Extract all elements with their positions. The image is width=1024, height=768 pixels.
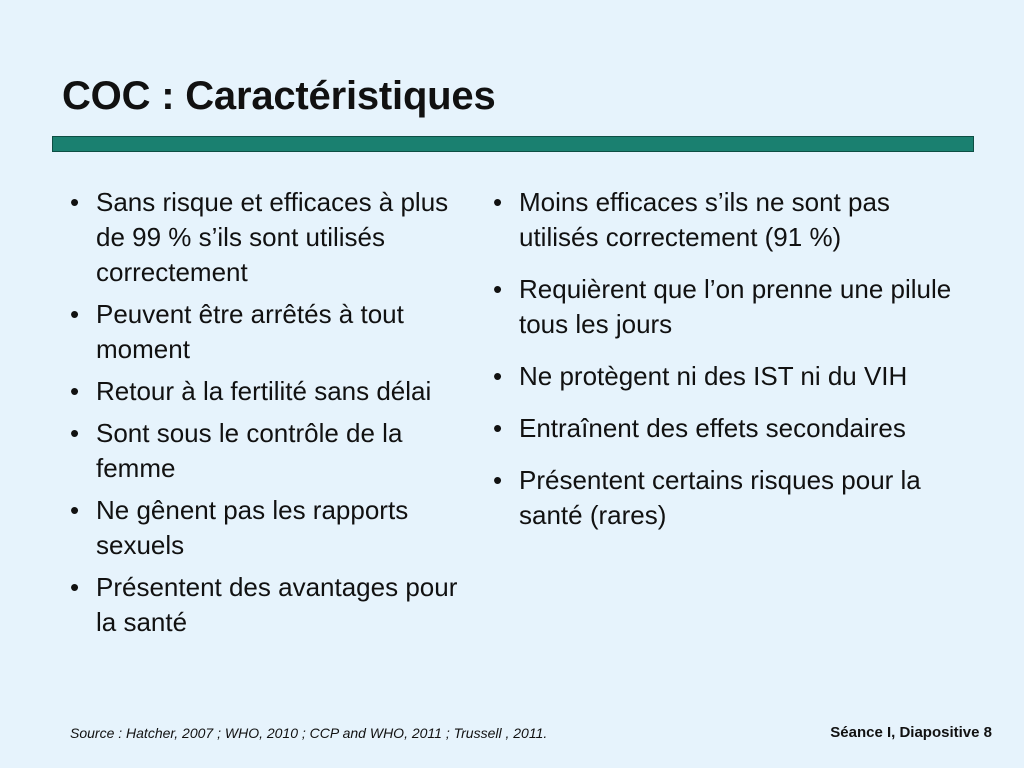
slide-title: COC : Caractéristiques <box>62 74 496 118</box>
title-divider-bar <box>52 136 974 152</box>
bullet-icon: • <box>493 413 503 443</box>
bullet-icon: • <box>70 299 80 329</box>
list-item-text: Requièrent que l’on prenne une pilule tous les jours <box>519 274 952 339</box>
list-item-text: Présentent des avantages pour la santé <box>96 572 458 637</box>
list-item-text: Sans risque et efficaces à plus de 99 % s’ils sont utilisés correctement <box>96 187 449 287</box>
list-item-text: Sont sous le contrôle de la femme <box>96 418 403 483</box>
list-item-text: Moins efficaces s’ils ne sont pas utilisés correctement (91 %) <box>519 187 890 252</box>
list-item <box>70 493 480 563</box>
slide-number-label: Séance I, Diapositive 8 <box>830 724 992 741</box>
source-citation: Source : Hatcher, 2007 ; WHO, 2010 ; CCP and WHO, 2011 ; Trussell , 2011. <box>70 725 548 741</box>
list-item-text: Ne protègent ni des IST ni du VIH <box>519 361 908 391</box>
list-item <box>70 570 480 640</box>
list-item <box>493 463 973 533</box>
bullet-icon: • <box>70 495 80 525</box>
advantages-list <box>70 185 480 647</box>
bullet-icon: • <box>493 187 503 217</box>
list-item <box>493 411 973 446</box>
bullet-icon: • <box>70 418 80 448</box>
disadvantages-list <box>493 185 973 550</box>
list-item-text: Retour à la fertilité sans délai <box>96 376 432 406</box>
bullet-icon: • <box>493 361 503 391</box>
list-item <box>70 416 480 486</box>
bullet-icon: • <box>70 376 80 406</box>
list-item <box>493 272 973 342</box>
list-item <box>493 185 973 255</box>
list-item <box>70 374 480 409</box>
list-item-text: Peuvent être arrêtés à tout moment <box>96 299 404 364</box>
bullet-icon: • <box>493 274 503 304</box>
list-item <box>70 297 480 367</box>
bullet-icon: • <box>493 465 503 495</box>
bullet-icon: • <box>70 187 80 217</box>
list-item-text: Ne gênent pas les rapports sexuels <box>96 495 409 560</box>
list-item-text: Présentent certains risques pour la santé (rares) <box>519 465 921 530</box>
list-item <box>70 185 480 290</box>
list-item <box>493 359 973 394</box>
bullet-icon: • <box>70 572 80 602</box>
list-item-text: Entraînent des effets secondaires <box>519 413 906 443</box>
